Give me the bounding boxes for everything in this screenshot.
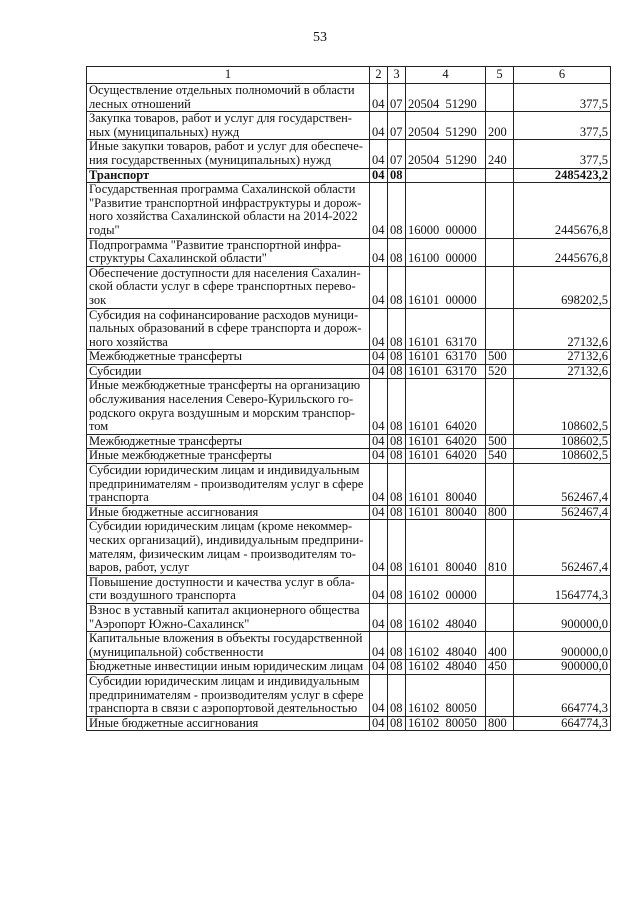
code-section: 04 [370, 464, 388, 506]
code-expense-type [486, 84, 514, 112]
table-row [87, 183, 611, 238]
column-header: 2 [370, 67, 388, 84]
code-section: 04 [370, 716, 388, 731]
row-description: Обеспечение доступности для населения Сахалин-ской области услуг в сфере транспортных перево-зок [87, 266, 370, 308]
code-expense-type: 520 [486, 364, 514, 379]
code-subsection: 08 [388, 505, 406, 520]
code-subsection: 08 [388, 183, 406, 238]
code-subsection: 08 [388, 364, 406, 379]
amount-value: 27132,6 [514, 350, 611, 365]
code-target-article: 16101 80040 [406, 464, 486, 506]
amount-value: 664774,3 [514, 674, 611, 716]
code-subsection: 08 [388, 632, 406, 660]
table-row [87, 308, 611, 350]
row-description: Субсидии юридическим лицам и индивидуальным предпринимателям - производителям услуг в сфере транспорта в связи с аэропортовой деятельностью [87, 674, 370, 716]
code-target-article: 16102 48040 [406, 632, 486, 660]
table-row [87, 449, 611, 464]
table-row [87, 575, 611, 603]
column-header: 1 [87, 67, 370, 84]
amount-value: 900000,0 [514, 632, 611, 660]
code-target-article: 16101 00000 [406, 266, 486, 308]
code-section: 04 [370, 168, 388, 183]
code-section: 04 [370, 674, 388, 716]
code-subsection: 08 [388, 379, 406, 434]
table-row [87, 632, 611, 660]
code-target-article: 16101 80040 [406, 520, 486, 575]
code-expense-type [486, 379, 514, 434]
code-subsection: 08 [388, 674, 406, 716]
code-expense-type [486, 674, 514, 716]
code-expense-type [486, 266, 514, 308]
code-subsection: 07 [388, 140, 406, 168]
amount-value: 2445676,8 [514, 238, 611, 266]
code-expense-type: 800 [486, 716, 514, 731]
row-description: Иные межбюджетные трансферты на организацию обслуживания населения Северо-Курильского го-родского округа воздушным и морским транспор-том [87, 379, 370, 434]
amount-value: 27132,6 [514, 308, 611, 350]
code-expense-type [486, 603, 514, 631]
code-target-article [406, 168, 486, 183]
table-row [87, 464, 611, 506]
row-description: Осуществление отдельных полномочий в области лесных отношений [87, 84, 370, 112]
code-expense-type [486, 575, 514, 603]
code-expense-type [486, 308, 514, 350]
row-description: Взнос в уставный капитал акционерного общества "Аэропорт Южно-Сахалинск" [87, 603, 370, 631]
table-row [87, 520, 611, 575]
table-row [87, 603, 611, 631]
table-row [87, 168, 611, 183]
row-description: Субсидии [87, 364, 370, 379]
row-description: Транспорт [87, 168, 370, 183]
code-expense-type: 540 [486, 449, 514, 464]
code-section: 04 [370, 266, 388, 308]
code-target-article: 20504 51290 [406, 140, 486, 168]
code-subsection: 08 [388, 575, 406, 603]
code-target-article: 16101 64020 [406, 379, 486, 434]
column-header: 5 [486, 67, 514, 84]
table-row [87, 266, 611, 308]
code-target-article: 16101 63170 [406, 364, 486, 379]
row-description: Субсидии юридическим лицам (кроме некоммер-ческих организаций), индивидуальным предприни-мателям, физическим лицам - производителям то-варов, работ, услуг [87, 520, 370, 575]
row-description: Государственная программа Сахалинской области "Развитие транспортной инфраструктуры и дорож-ного хозяйства Сахалинской области на 2014-2022 годы" [87, 183, 370, 238]
code-subsection: 08 [388, 603, 406, 631]
code-section: 04 [370, 434, 388, 449]
code-target-article: 16000 00000 [406, 183, 486, 238]
code-section: 04 [370, 660, 388, 675]
code-section: 04 [370, 183, 388, 238]
code-subsection: 07 [388, 84, 406, 112]
table-body [87, 84, 611, 731]
code-target-article: 16101 64020 [406, 434, 486, 449]
table-row [87, 505, 611, 520]
row-description: Межбюджетные трансферты [87, 350, 370, 365]
amount-value: 900000,0 [514, 603, 611, 631]
table-row [87, 674, 611, 716]
code-subsection: 08 [388, 238, 406, 266]
code-subsection: 08 [388, 716, 406, 731]
row-description: Закупка товаров, работ и услуг для государствен-ных (муниципальных) нужд [87, 112, 370, 140]
code-target-article: 16100 00000 [406, 238, 486, 266]
code-subsection: 08 [388, 350, 406, 365]
table-row [87, 84, 611, 112]
code-section: 04 [370, 238, 388, 266]
code-expense-type: 240 [486, 140, 514, 168]
code-subsection: 08 [388, 266, 406, 308]
table-row [87, 660, 611, 675]
table-row [87, 364, 611, 379]
code-expense-type: 810 [486, 520, 514, 575]
row-description: Повышение доступности и качества услуг в обла-сти воздушного транспорта [87, 575, 370, 603]
code-target-article: 16101 63170 [406, 350, 486, 365]
table-row [87, 112, 611, 140]
code-expense-type [486, 168, 514, 183]
amount-value: 377,5 [514, 112, 611, 140]
code-section: 04 [370, 84, 388, 112]
column-header: 4 [406, 67, 486, 84]
code-target-article: 16101 80040 [406, 505, 486, 520]
amount-value: 2485423,2 [514, 168, 611, 183]
code-expense-type [486, 238, 514, 266]
table-row [87, 434, 611, 449]
code-target-article: 16101 64020 [406, 449, 486, 464]
budget-table [86, 66, 611, 731]
code-subsection: 08 [388, 464, 406, 506]
code-expense-type [486, 464, 514, 506]
code-section: 04 [370, 379, 388, 434]
code-subsection: 08 [388, 168, 406, 183]
code-expense-type: 450 [486, 660, 514, 675]
amount-value: 1564774,3 [514, 575, 611, 603]
row-description: Субсидии юридическим лицам и индивидуальным предпринимателям - производителям услуг в сфере транспорта [87, 464, 370, 506]
code-expense-type: 200 [486, 112, 514, 140]
amount-value: 108602,5 [514, 434, 611, 449]
row-description: Иные закупки товаров, работ и услуг для обеспече-ния государственных (муниципальных) нужд [87, 140, 370, 168]
code-section: 04 [370, 140, 388, 168]
row-description: Подпрограмма "Развитие транспортной инфра-структуры Сахалинской области" [87, 238, 370, 266]
code-subsection: 08 [388, 660, 406, 675]
code-target-article: 20504 51290 [406, 112, 486, 140]
row-description: Бюджетные инвестиции иным юридическим лицам [87, 660, 370, 675]
row-description: Межбюджетные трансферты [87, 434, 370, 449]
code-target-article: 16102 48040 [406, 660, 486, 675]
amount-value: 664774,3 [514, 716, 611, 731]
header-row [87, 67, 611, 84]
code-section: 04 [370, 603, 388, 631]
code-target-article: 16102 48040 [406, 603, 486, 631]
code-section: 04 [370, 575, 388, 603]
code-target-article: 16101 63170 [406, 308, 486, 350]
amount-value: 2445676,8 [514, 183, 611, 238]
code-section: 04 [370, 350, 388, 365]
code-section: 04 [370, 308, 388, 350]
amount-value: 900000,0 [514, 660, 611, 675]
code-expense-type: 500 [486, 434, 514, 449]
row-description: Иные бюджетные ассигнования [87, 716, 370, 731]
amount-value: 562467,4 [514, 520, 611, 575]
page-number: 53 [313, 30, 327, 45]
amount-value: 377,5 [514, 140, 611, 168]
column-header: 3 [388, 67, 406, 84]
code-subsection: 08 [388, 434, 406, 449]
amount-value: 562467,4 [514, 464, 611, 506]
code-subsection: 07 [388, 112, 406, 140]
code-section: 04 [370, 449, 388, 464]
amount-value: 562467,4 [514, 505, 611, 520]
row-description: Капитальные вложения в объекты государственной (муниципальной) собственности [87, 632, 370, 660]
code-target-article: 16102 00000 [406, 575, 486, 603]
row-description: Иные межбюджетные трансферты [87, 449, 370, 464]
table-row [87, 350, 611, 365]
amount-value: 698202,5 [514, 266, 611, 308]
amount-value: 108602,5 [514, 449, 611, 464]
code-subsection: 08 [388, 308, 406, 350]
code-expense-type: 400 [486, 632, 514, 660]
amount-value: 377,5 [514, 84, 611, 112]
table-row [87, 379, 611, 434]
amount-value: 108602,5 [514, 379, 611, 434]
row-description: Субсидия на софинансирование расходов муници-пальных образований в сфере транспорта и дорож-ного хозяйства [87, 308, 370, 350]
table-row [87, 140, 611, 168]
amount-value: 27132,6 [514, 364, 611, 379]
code-section: 04 [370, 632, 388, 660]
code-target-article: 16102 80050 [406, 716, 486, 731]
code-subsection: 08 [388, 449, 406, 464]
code-section: 04 [370, 364, 388, 379]
code-expense-type: 800 [486, 505, 514, 520]
code-section: 04 [370, 520, 388, 575]
code-section: 04 [370, 112, 388, 140]
row-description: Иные бюджетные ассигнования [87, 505, 370, 520]
code-target-article: 20504 51290 [406, 84, 486, 112]
table-row [87, 716, 611, 731]
code-expense-type: 500 [486, 350, 514, 365]
code-target-article: 16102 80050 [406, 674, 486, 716]
code-subsection: 08 [388, 520, 406, 575]
code-expense-type [486, 183, 514, 238]
table-row [87, 238, 611, 266]
code-section: 04 [370, 505, 388, 520]
column-header: 6 [514, 67, 611, 84]
